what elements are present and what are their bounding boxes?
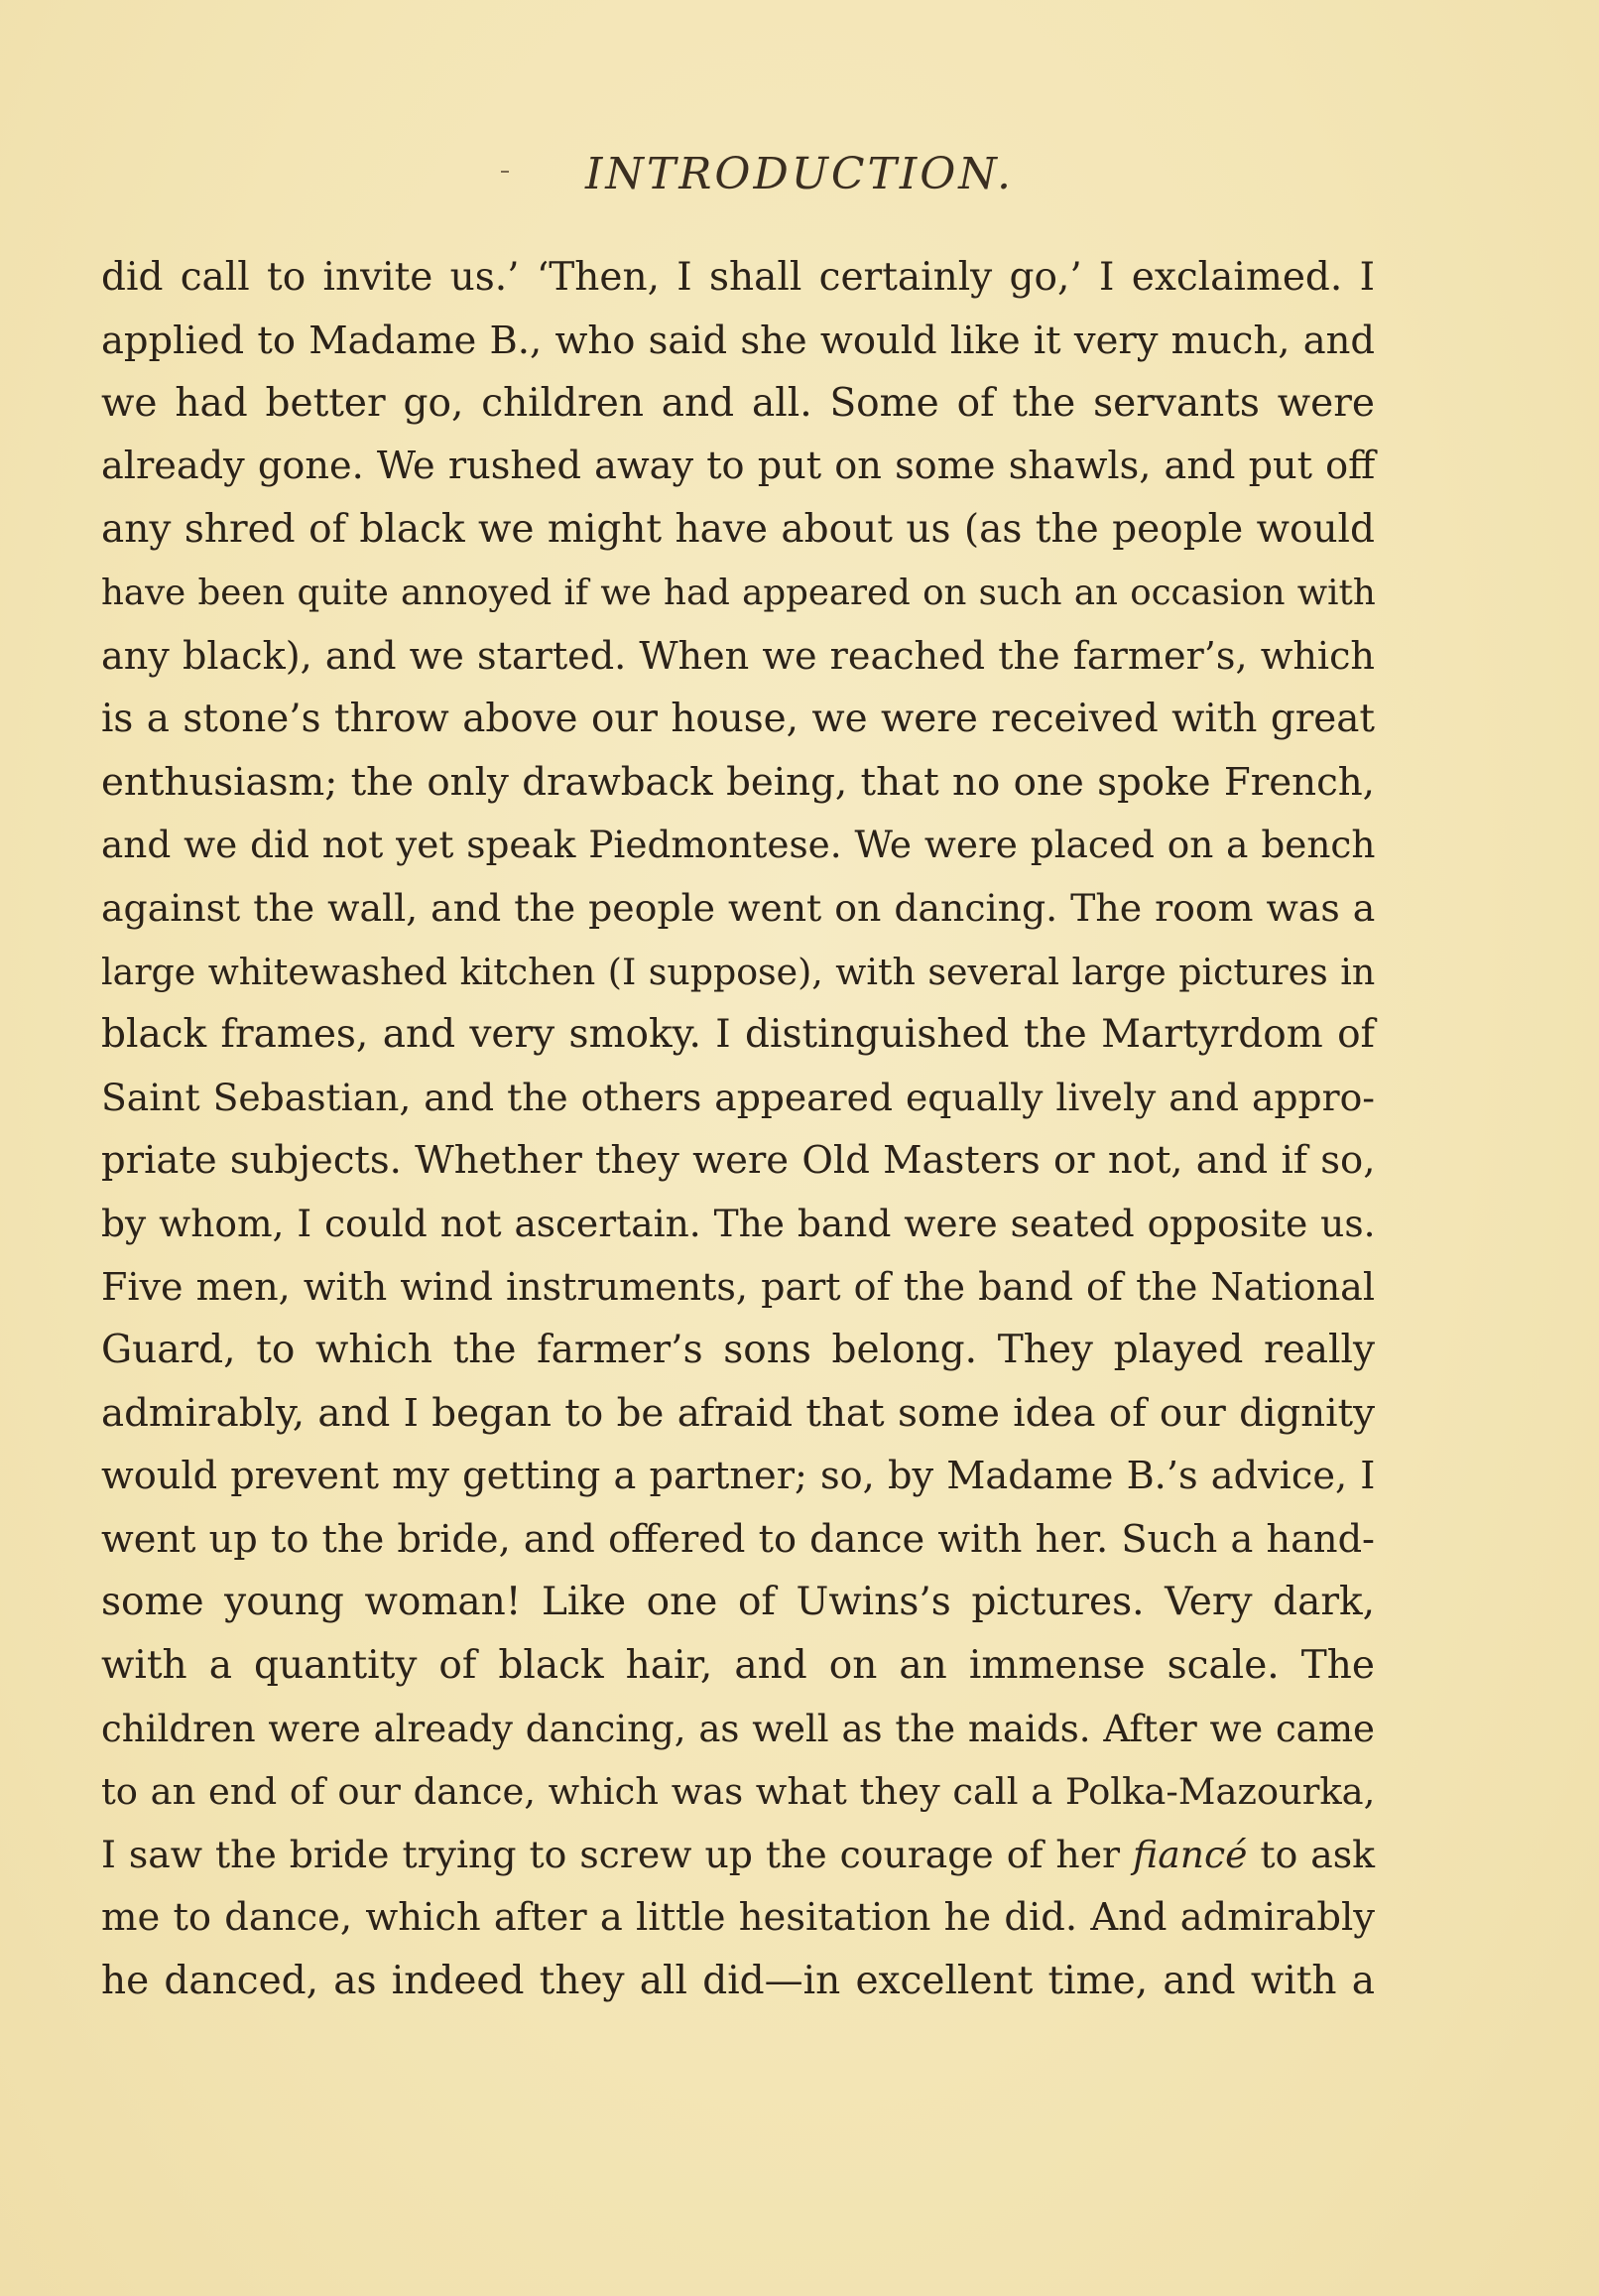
text-line: with a quantity of black hair, and on an immense scale. The	[101, 1643, 1375, 1689]
text-line: enthusiasm; the only drawback being, that no one spoke French,	[101, 759, 1375, 805]
running-head: INTRODUCTION.	[585, 149, 1014, 199]
text-line: children were already dancing, as well as the maids. After we came	[101, 1707, 1375, 1750]
line-segment: to ask	[1247, 1832, 1375, 1876]
text-line: applied to Madame B., who said she would like it very much, and	[101, 318, 1375, 363]
text-line: is a stone’s throw above our house, we were received with great	[101, 697, 1375, 742]
text-line: any black), and we started. When we reached the farmer’s, which	[101, 633, 1375, 678]
text-line: Saint Sebastian, and the others appeared equally lively and appro-	[101, 1075, 1375, 1119]
text-line: priate subjects. Whether they were Old Masters or not, and if so,	[101, 1138, 1376, 1184]
text-line: by whom, I could not ascertain. The band were seated opposite us.	[101, 1201, 1376, 1245]
text-line: black frames, and very smoky. I distinguished the Martyrdom of	[101, 1012, 1375, 1058]
text-line: to an end of our dance, which was what they call a Polka-Mazourka,	[101, 1770, 1376, 1814]
text-line: we had better go, children and all. Some of the servants were	[101, 381, 1375, 427]
text-line: admirably, and I began to be afraid that some idea of our dignity	[101, 1390, 1375, 1436]
text-line: already gone. We rushed away to put on some shawls, and put off	[101, 444, 1376, 488]
text-line: large whitewashed kitchen (I suppose), with several large pictures in	[101, 950, 1376, 993]
text-line: Guard, to which the farmer’s sons belong. They played really	[101, 1328, 1375, 1373]
text-line: me to dance, which after a little hesitation he did. And admirably	[101, 1895, 1375, 1941]
text-line: would prevent my getting a partner; so, by Madame B.’s advice, I	[101, 1454, 1376, 1499]
text-line: against the wall, and the people went on dancing. The room was a	[101, 885, 1376, 930]
text-line: any shred of black we might have about us (as the people would	[101, 507, 1375, 553]
text-line: went up to the bride, and offered to dance with her. Such a hand-	[101, 1516, 1375, 1562]
italic-word: fiancé	[1133, 1832, 1248, 1876]
text-line: he danced, as indeed they all did—in excellent time, and with a	[101, 1959, 1375, 2004]
text-line: Five men, with wind instruments, part of the band of the National	[101, 1264, 1375, 1309]
text-line: did call to invite us.’ ‘Then, I shall certainly go,’ I exclaimed. I	[101, 255, 1375, 300]
text-line: some young woman! Like one of Uwins’s pictures. Very dark,	[101, 1580, 1375, 1625]
body-text	[101, 246, 1375, 2013]
line-segment: I saw the bride trying to screw up the courage of her	[101, 1832, 1134, 1876]
text-line: and we did not yet speak Piedmontese. We were placed on a bench	[101, 823, 1376, 867]
text-line-with-italic	[101, 1824, 1375, 1887]
text-line: have been quite annoyed if we had appeared on such an occasion with	[101, 572, 1376, 613]
